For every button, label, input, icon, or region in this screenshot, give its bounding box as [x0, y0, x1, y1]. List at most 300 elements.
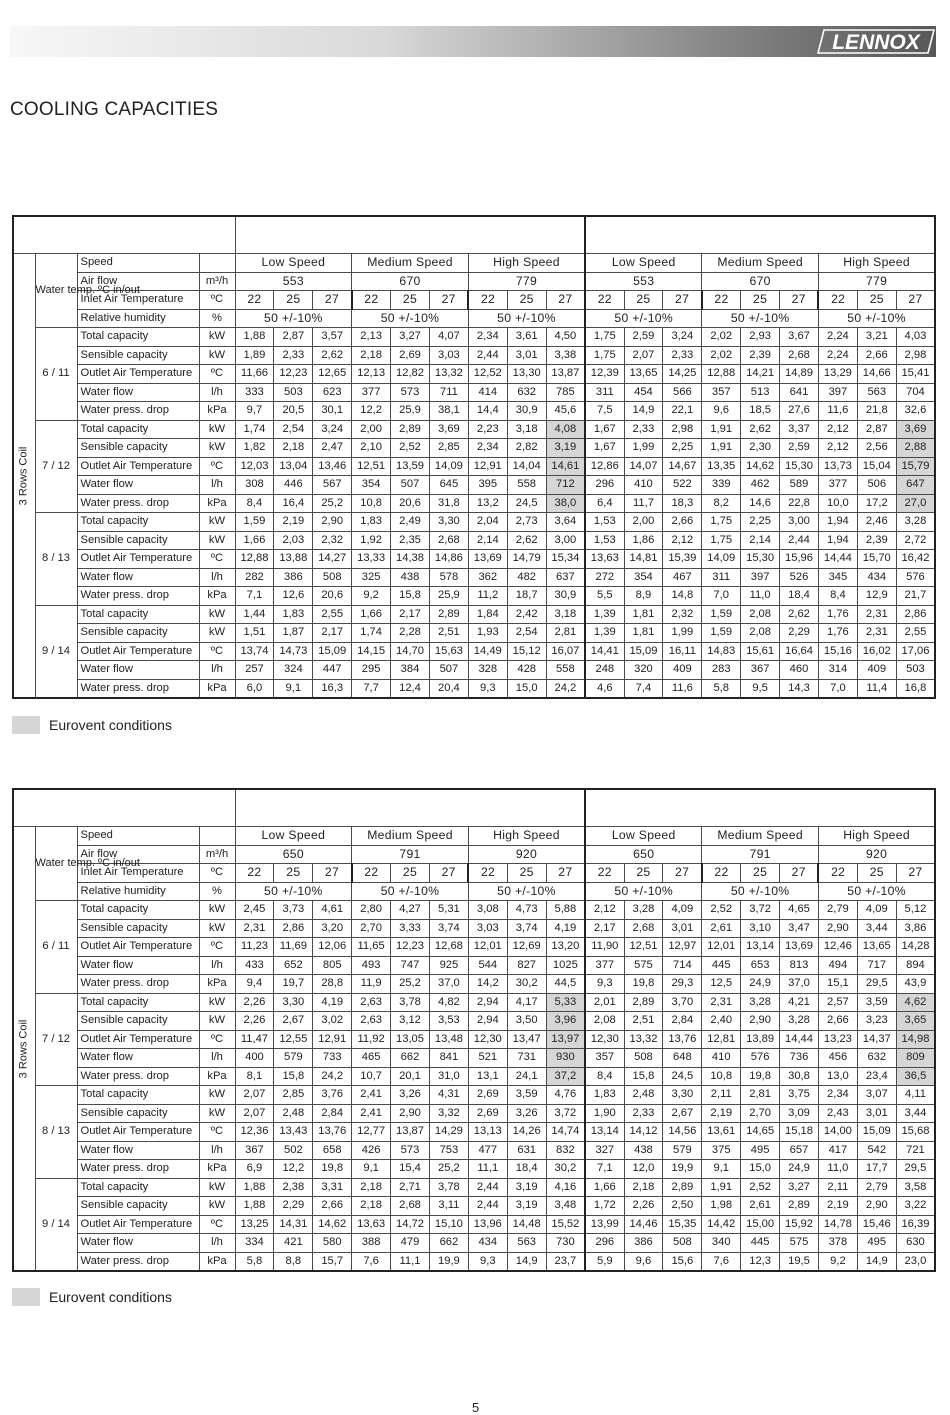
row-unit: kW	[199, 513, 235, 532]
data-cell: 2,18	[624, 1178, 663, 1197]
row-label: Water flow	[77, 661, 199, 680]
row-label: Outlet Air Temperature	[77, 1215, 199, 1234]
data-cell: 2,31	[702, 993, 741, 1012]
data-cell: 1,88	[235, 1197, 274, 1216]
data-cell: 282	[235, 568, 274, 587]
data-cell: 662	[429, 1234, 468, 1253]
row-label: Outlet Air Temperature	[77, 642, 199, 661]
speed-header: High Speed	[468, 827, 585, 846]
data-cell: 10,8	[702, 1067, 741, 1086]
table-row	[13, 1252, 935, 1271]
data-cell: 3,26	[507, 1104, 546, 1123]
data-cell: 2,25	[741, 513, 780, 532]
data-cell: 334	[235, 1234, 274, 1253]
row-unit: ºC	[199, 1215, 235, 1234]
data-cell: 2,29	[780, 624, 819, 643]
data-cell: 2,59	[624, 328, 663, 347]
data-cell: 645	[429, 476, 468, 495]
data-cell: 18,3	[663, 494, 702, 513]
data-cell: 14,78	[818, 1215, 857, 1234]
data-cell: 589	[780, 476, 819, 495]
data-cell: 14,61	[546, 457, 585, 476]
data-cell: 2,61	[741, 1197, 780, 1216]
data-cell: 2,03	[274, 531, 313, 550]
data-cell: 576	[741, 1049, 780, 1068]
data-cell: 12,97	[663, 938, 702, 957]
data-cell: 4,76	[546, 1086, 585, 1105]
data-cell: 2,67	[663, 1104, 702, 1123]
data-cell: 12,51	[624, 938, 663, 957]
inlet-temp-value: 27	[663, 291, 702, 310]
data-cell: 15,16	[818, 642, 857, 661]
data-cell: 14,00	[818, 1123, 857, 1142]
data-cell: 14,79	[507, 550, 546, 569]
data-cell: 2,62	[741, 420, 780, 439]
data-cell: 2,87	[857, 420, 896, 439]
data-cell: 434	[468, 1234, 507, 1253]
data-cell: 563	[857, 383, 896, 402]
data-cell: 29,5	[896, 1160, 935, 1179]
eurovent-swatch	[12, 1288, 40, 1306]
inlet-temp-value: 25	[507, 291, 546, 310]
speed-header: Low Speed	[235, 254, 352, 273]
inlet-temp-value: 27	[429, 864, 468, 883]
data-cell: 2,26	[235, 1012, 274, 1031]
table-row	[13, 1067, 935, 1086]
data-cell: 20,6	[313, 587, 352, 606]
data-cell: 13,30	[507, 365, 546, 384]
data-cell: 14,37	[857, 1030, 896, 1049]
data-cell: 2,66	[663, 513, 702, 532]
data-cell: 325	[352, 568, 391, 587]
data-cell: 1,53	[585, 531, 624, 550]
data-cell: 339	[702, 476, 741, 495]
data-cell: 2,23	[468, 420, 507, 439]
data-cell: 11,1	[468, 1160, 507, 1179]
row-label: Total capacity	[77, 605, 199, 624]
data-cell: 12,2	[352, 402, 391, 421]
data-cell: 15,7	[313, 1252, 352, 1271]
data-cell: 13,76	[663, 1030, 702, 1049]
data-cell: 15,30	[741, 550, 780, 569]
data-cell: 12,88	[235, 550, 274, 569]
data-cell: 623	[313, 383, 352, 402]
data-cell: 10,0	[818, 494, 857, 513]
data-cell: 17,2	[857, 494, 896, 513]
row-label: Water press. drop	[77, 402, 199, 421]
speed-header: Low Speed	[235, 827, 352, 846]
data-cell: 493	[352, 956, 391, 975]
data-cell: 2,63	[352, 993, 391, 1012]
data-cell: 13,25	[235, 1215, 274, 1234]
row-label: Water press. drop	[77, 1067, 199, 1086]
data-cell: 2,54	[274, 420, 313, 439]
data-cell: 283	[702, 661, 741, 680]
data-cell: 4,09	[857, 901, 896, 920]
blank-header-cell	[235, 789, 585, 827]
data-cell: 3,18	[507, 420, 546, 439]
row-unit: kW	[199, 420, 235, 439]
data-cell: 12,65	[313, 365, 352, 384]
air-flow-value: 791	[702, 845, 819, 864]
data-cell: 2,34	[468, 328, 507, 347]
data-cell: 2,89	[429, 605, 468, 624]
data-cell: 1,66	[352, 605, 391, 624]
data-cell: 2,84	[313, 1104, 352, 1123]
data-cell: 433	[235, 956, 274, 975]
data-cell: 648	[663, 1049, 702, 1068]
data-cell: 5,12	[896, 901, 935, 920]
data-cell: 2,01	[585, 993, 624, 1012]
row-label: Sensible capacity	[77, 624, 199, 643]
data-cell: 15,68	[896, 1123, 935, 1142]
data-cell: 30,9	[507, 402, 546, 421]
row-label: Outlet Air Temperature	[77, 457, 199, 476]
speed-header: High Speed	[818, 827, 935, 846]
data-cell: 809	[896, 1049, 935, 1068]
data-cell: 375	[702, 1141, 741, 1160]
data-cell: 1,72	[585, 1197, 624, 1216]
data-cell: 12,69	[507, 938, 546, 957]
data-cell: 15,79	[896, 457, 935, 476]
data-cell: 7,1	[235, 587, 274, 606]
table-row	[13, 568, 935, 587]
data-cell: 3,37	[780, 420, 819, 439]
inlet-temp-value: 27	[546, 291, 585, 310]
data-cell: 3,26	[391, 1086, 430, 1105]
data-cell: 4,08	[546, 420, 585, 439]
row-unit: kW	[199, 439, 235, 458]
data-cell: 3,78	[429, 1178, 468, 1197]
table-row	[13, 513, 935, 532]
inlet-temp-value: 22	[702, 864, 741, 883]
data-cell: 2,84	[663, 1012, 702, 1031]
data-cell: 1,76	[818, 605, 857, 624]
data-cell: 10,7	[352, 1067, 391, 1086]
table-row	[13, 1030, 935, 1049]
data-cell: 23,0	[896, 1252, 935, 1271]
data-cell: 11,2	[468, 587, 507, 606]
water-temp-header: Water temp. ºC in/out	[35, 827, 77, 901]
data-cell: 2,30	[741, 439, 780, 458]
row-label: Water flow	[77, 1234, 199, 1253]
data-cell: 9,3	[585, 975, 624, 994]
water-temp-header: Water temp. ºC in/out	[35, 254, 77, 328]
data-cell: 3,18	[546, 605, 585, 624]
data-cell: 2,17	[313, 624, 352, 643]
data-cell: 3,27	[391, 328, 430, 347]
data-cell: 1,67	[585, 420, 624, 439]
row-unit: ºC	[199, 642, 235, 661]
data-cell: 12,3	[741, 1252, 780, 1271]
data-cell: 3,31	[313, 1178, 352, 1197]
data-cell: 2,55	[896, 624, 935, 643]
data-cell: 13,32	[429, 365, 468, 384]
data-cell: 14,12	[624, 1123, 663, 1142]
data-cell: 18,5	[741, 402, 780, 421]
data-cell: 4,6	[585, 679, 624, 698]
data-cell: 11,66	[235, 365, 274, 384]
data-cell: 15,12	[507, 642, 546, 661]
data-cell: 3,01	[857, 1104, 896, 1123]
data-cell: 386	[274, 568, 313, 587]
data-cell: 1,99	[624, 439, 663, 458]
data-cell: 16,07	[546, 642, 585, 661]
data-cell: 2,33	[274, 346, 313, 365]
table-row	[13, 550, 935, 569]
speed-unit	[199, 254, 235, 273]
data-cell: 410	[702, 1049, 741, 1068]
data-cell: 388	[352, 1234, 391, 1253]
data-cell: 9,1	[274, 679, 313, 698]
data-cell: 31,8	[429, 494, 468, 513]
data-cell: 6,9	[235, 1160, 274, 1179]
table-row	[13, 938, 935, 957]
data-cell: 3,44	[857, 919, 896, 938]
data-cell: 445	[702, 956, 741, 975]
data-cell: 508	[663, 1234, 702, 1253]
data-cell: 14,66	[857, 365, 896, 384]
data-cell: 1,82	[235, 439, 274, 458]
row-label: Outlet Air Temperature	[77, 938, 199, 957]
row-unit: kW	[199, 919, 235, 938]
data-cell: 3,67	[780, 328, 819, 347]
data-cell: 2,54	[507, 624, 546, 643]
data-cell: 30,9	[546, 587, 585, 606]
inlet-temp-value: 25	[274, 291, 313, 310]
row-label: Outlet Air Temperature	[77, 550, 199, 569]
data-cell: 20,4	[429, 679, 468, 698]
data-cell: 377	[352, 383, 391, 402]
data-cell: 14,86	[429, 550, 468, 569]
row-unit: kW	[199, 901, 235, 920]
data-cell: 12,23	[274, 365, 313, 384]
data-cell: 2,42	[507, 605, 546, 624]
data-cell: 14,07	[624, 457, 663, 476]
inlet-temp-value: 25	[741, 291, 780, 310]
data-cell: 2,85	[429, 439, 468, 458]
data-cell: 3,78	[391, 993, 430, 1012]
data-cell: 357	[702, 383, 741, 402]
data-cell: 13,04	[274, 457, 313, 476]
data-cell: 2,66	[857, 346, 896, 365]
data-cell: 2,90	[857, 1197, 896, 1216]
data-cell: 16,42	[896, 550, 935, 569]
data-cell: 3,75	[780, 1086, 819, 1105]
speed-header: Medium Speed	[352, 827, 469, 846]
row-label: Total capacity	[77, 328, 199, 347]
data-cell: 13,69	[780, 938, 819, 957]
data-cell: 377	[585, 956, 624, 975]
data-cell: 21,7	[896, 587, 935, 606]
data-cell: 2,68	[624, 919, 663, 938]
data-cell: 3,38	[546, 346, 585, 365]
data-cell: 2,33	[663, 346, 702, 365]
side-label-cell	[13, 827, 35, 1272]
data-cell: 1,76	[818, 624, 857, 643]
data-cell: 632	[857, 1049, 896, 1068]
data-cell: 2,72	[896, 531, 935, 550]
data-cell: 445	[741, 1234, 780, 1253]
data-cell: 11,6	[663, 679, 702, 698]
inlet-temp-value: 27	[663, 864, 702, 883]
row-label: Total capacity	[77, 1086, 199, 1105]
table-row	[13, 328, 935, 347]
data-cell: 2,12	[818, 439, 857, 458]
row-unit: l/h	[199, 661, 235, 680]
data-cell: 12,51	[352, 457, 391, 476]
data-cell: 446	[274, 476, 313, 495]
data-cell: 13,61	[702, 1123, 741, 1142]
humidity-value: 50 +/-10%	[702, 882, 819, 901]
data-cell: 2,98	[896, 346, 935, 365]
data-cell: 544	[468, 956, 507, 975]
data-cell: 12,46	[818, 938, 857, 957]
data-cell: 8,1	[235, 1067, 274, 1086]
data-cell: 2,55	[313, 605, 352, 624]
data-cell: 12,6	[274, 587, 313, 606]
row-label: Total capacity	[77, 993, 199, 1012]
table-row	[13, 346, 935, 365]
data-cell: 24,2	[313, 1067, 352, 1086]
data-cell: 495	[857, 1234, 896, 1253]
data-cell: 2,89	[391, 420, 430, 439]
data-cell: 12,30	[585, 1030, 624, 1049]
data-cell: 1,83	[274, 605, 313, 624]
data-cell: 2,44	[780, 531, 819, 550]
data-cell: 25,2	[391, 975, 430, 994]
data-cell: 9,2	[818, 1252, 857, 1271]
data-cell: 462	[741, 476, 780, 495]
data-cell: 15,35	[663, 1215, 702, 1234]
data-cell: 428	[507, 661, 546, 680]
data-cell: 397	[741, 568, 780, 587]
data-cell: 1,75	[702, 531, 741, 550]
data-cell: 721	[896, 1141, 935, 1160]
speed-header: Medium Speed	[702, 254, 819, 273]
row-unit: kPa	[199, 679, 235, 698]
data-cell: 3,28	[624, 901, 663, 920]
data-cell: 1,66	[235, 531, 274, 550]
data-cell: 2,31	[235, 919, 274, 938]
data-cell: 333	[235, 383, 274, 402]
data-cell: 477	[468, 1141, 507, 1160]
data-cell: 15,09	[313, 642, 352, 661]
row-label: Sensible capacity	[77, 1197, 199, 1216]
row-unit: kPa	[199, 587, 235, 606]
data-cell: 2,94	[468, 993, 507, 1012]
data-cell: 3,32	[429, 1104, 468, 1123]
humidity-value: 50 +/-10%	[352, 882, 469, 901]
data-cell: 2,69	[468, 1104, 507, 1123]
data-cell: 2,33	[624, 1104, 663, 1123]
row-unit: kW	[199, 1104, 235, 1123]
data-cell: 21,8	[857, 402, 896, 421]
data-cell: 15,39	[663, 550, 702, 569]
data-cell: 3,00	[546, 531, 585, 550]
data-cell: 29,3	[663, 975, 702, 994]
data-cell: 2,90	[818, 919, 857, 938]
air-flow-value: 779	[468, 272, 585, 291]
data-cell: 14,98	[896, 1030, 935, 1049]
data-cell: 2,44	[468, 1197, 507, 1216]
data-cell: 3,01	[507, 346, 546, 365]
data-cell: 3,30	[663, 1086, 702, 1105]
row-unit: kW	[199, 328, 235, 347]
data-cell: 9,7	[235, 402, 274, 421]
data-cell: 4,09	[663, 901, 702, 920]
data-cell: 15,61	[741, 642, 780, 661]
data-cell: 24,1	[507, 1067, 546, 1086]
speed-header: Low Speed	[585, 827, 702, 846]
inlet-temp-value: 25	[274, 864, 313, 883]
data-cell: 630	[896, 1234, 935, 1253]
row-unit: kW	[199, 993, 235, 1012]
data-cell: 3,69	[896, 420, 935, 439]
data-cell: 3,74	[507, 919, 546, 938]
data-cell: 13,14	[585, 1123, 624, 1142]
data-cell: 15,8	[274, 1067, 313, 1086]
air-flow-value: 650	[235, 845, 352, 864]
data-cell: 384	[391, 661, 430, 680]
table-row	[13, 439, 935, 458]
data-cell: 3,01	[663, 919, 702, 938]
row-unit: ºC	[199, 457, 235, 476]
data-cell: 13,76	[313, 1123, 352, 1142]
data-cell: 16,3	[313, 679, 352, 698]
data-cell: 2,12	[585, 901, 624, 920]
data-cell: 15,70	[857, 550, 896, 569]
data-cell: 14,46	[624, 1215, 663, 1234]
data-cell: 12,13	[352, 365, 391, 384]
data-cell: 2,04	[468, 513, 507, 532]
data-cell: 14,65	[741, 1123, 780, 1142]
data-cell: 2,63	[352, 1012, 391, 1031]
data-cell: 13,0	[818, 1067, 857, 1086]
data-cell: 832	[546, 1141, 585, 1160]
data-cell: 414	[468, 383, 507, 402]
data-cell: 894	[896, 956, 935, 975]
data-cell: 11,6	[818, 402, 857, 421]
data-cell: 12,52	[468, 365, 507, 384]
data-cell: 1,94	[818, 513, 857, 532]
data-cell: 9,5	[741, 679, 780, 698]
row-unit: ºC	[199, 550, 235, 569]
data-cell: 12,82	[391, 365, 430, 384]
row-label: Water press. drop	[77, 1160, 199, 1179]
data-cell: 1,93	[468, 624, 507, 643]
data-cell: 3,65	[896, 1012, 935, 1031]
data-cell: 704	[896, 383, 935, 402]
data-cell: 4,61	[313, 901, 352, 920]
table-row	[13, 457, 935, 476]
data-cell: 1,51	[235, 624, 274, 643]
data-cell: 1,53	[585, 513, 624, 532]
air-flow-value: 553	[235, 272, 352, 291]
table-row	[13, 1160, 935, 1179]
data-cell: 3,73	[274, 901, 313, 920]
data-cell: 2,89	[780, 1197, 819, 1216]
row-label: Water press. drop	[77, 587, 199, 606]
data-cell: 3,20	[313, 919, 352, 938]
data-cell: 13,59	[391, 457, 430, 476]
data-cell: 3,00	[780, 513, 819, 532]
data-cell: 558	[546, 661, 585, 680]
data-cell: 320	[624, 661, 663, 680]
data-cell: 421	[274, 1234, 313, 1253]
inlet-temp-value: 22	[818, 291, 857, 310]
data-cell: 12,39	[585, 365, 624, 384]
